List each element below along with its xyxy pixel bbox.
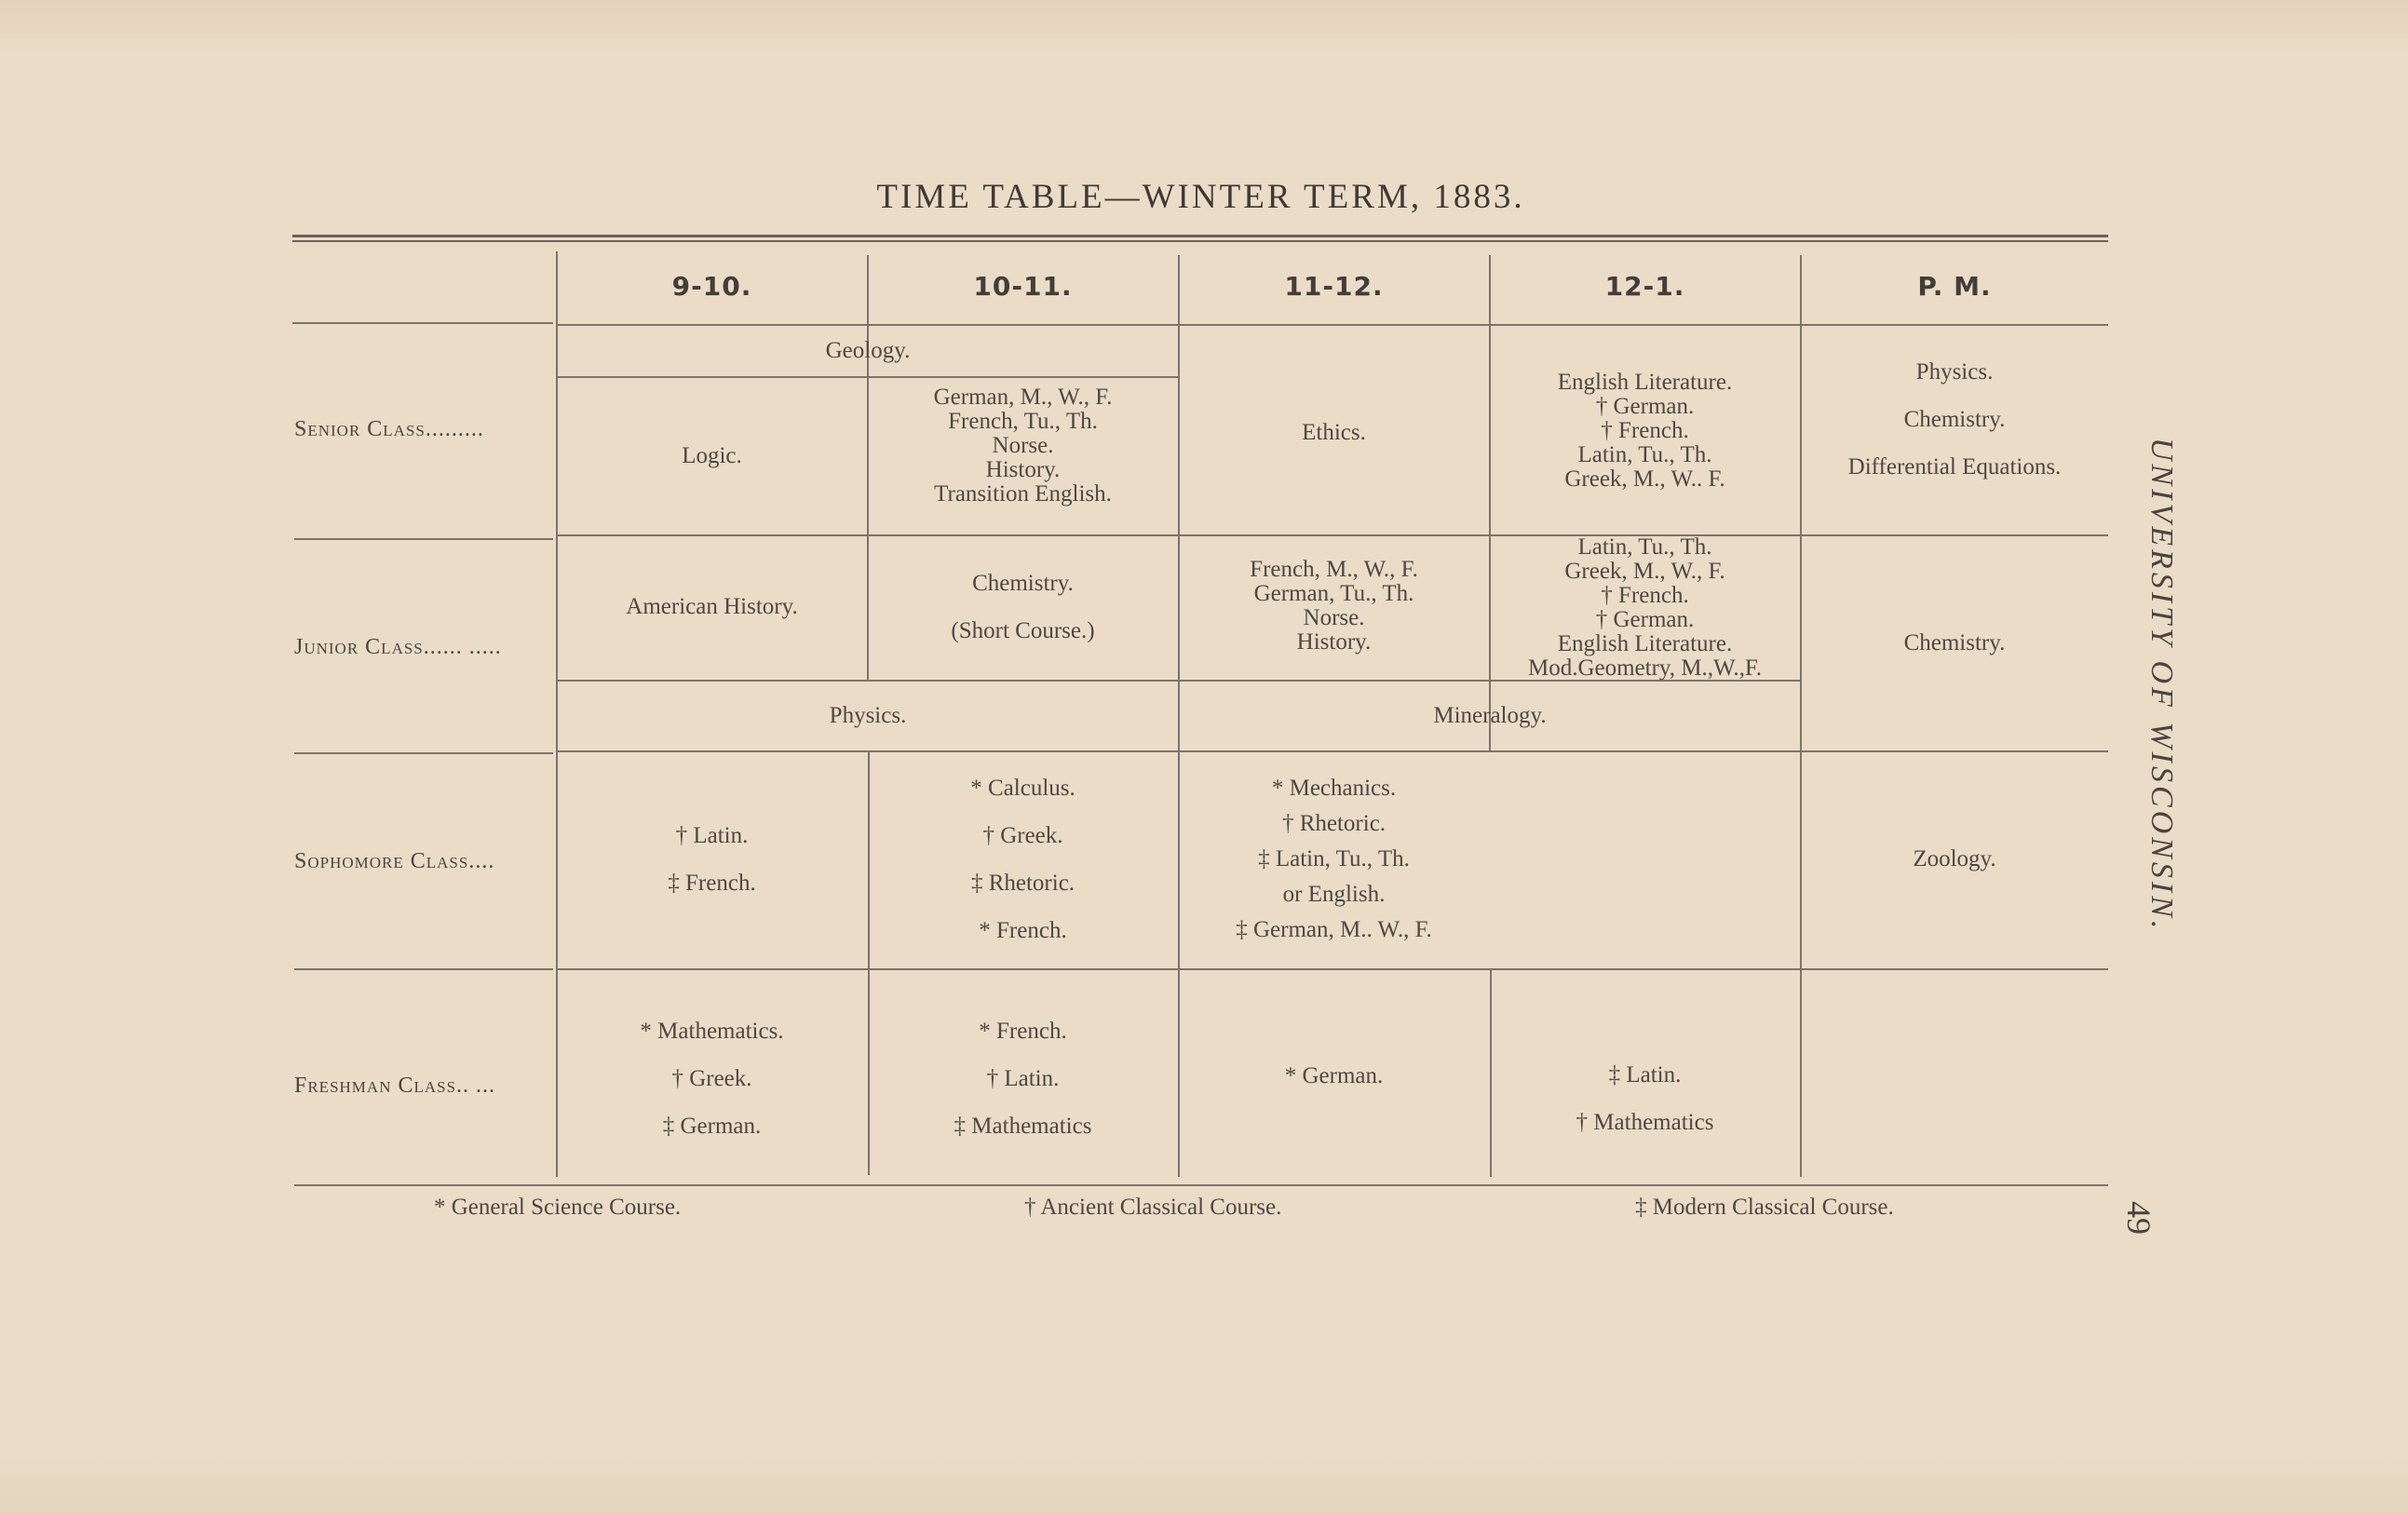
header-12-1: 12-1. (1604, 270, 1685, 302)
cell-freshman-9-10: * Mathematics. † Greek. ‡ German. (640, 1018, 784, 1139)
page-title: TIME TABLE—WINTER TERM, 1883. (876, 178, 1525, 216)
cell-junior-mineralogy: Mineralogy. (1433, 703, 1547, 728)
title-rule-thin (292, 240, 2108, 242)
header-11-12: 11-12. (1284, 270, 1384, 302)
title-rule (292, 235, 2108, 237)
page-number: 49 (2120, 1201, 2158, 1235)
row-divider (294, 538, 553, 540)
row-label-senior: Senior Class......... (294, 416, 484, 441)
cell-junior-11-12: French, M., W., F. German, Tu., Th. Norse. History. (1250, 557, 1418, 655)
cell-junior-pm: Chemistry. (1903, 630, 2006, 655)
header-pm: P. M. (1917, 270, 1992, 302)
cell-senior-12-1: English Literature. † German. † French. Latin, Tu., Th. Greek, M., W.. F. (1557, 370, 1733, 492)
row-divider (294, 968, 553, 970)
cell-senior-ethics: Ethics. (1302, 420, 1366, 445)
cell-freshman-10-11: * French. † Latin. ‡ Mathematics (954, 1018, 1092, 1139)
cell-sophomore-pm: Zoology. (1913, 846, 1996, 871)
cell-freshman-11-12: * German. (1284, 1063, 1384, 1088)
footnote-ancient-classical: † Ancient Classical Course. (1024, 1195, 1282, 1220)
running-head-vertical: UNIVERSITY OF WISCONSIN. (2144, 438, 2179, 933)
cell-senior-10-11: German, M., W., F. French, Tu., Th. Norse. History. Transition English. (933, 385, 1113, 507)
cell-sophomore-11-12: * Mechanics. † Rhetoric. ‡ Latin, Tu., Th. or English. ‡ German, M.. W., F. (1236, 776, 1432, 942)
header-10-11: 10-11. (973, 270, 1073, 302)
cell-junior-12-1: Latin, Tu., Th. Greek, M., W., F. † French. † German. English Literature. Mod.Geometry, M.,W.,F. (1527, 534, 1762, 681)
row-label-junior: Junior Class...... ..... (294, 634, 502, 659)
cell-sophomore-9-10: † Latin. ‡ French. (668, 823, 756, 896)
cell-junior-9-10: American History. (626, 594, 798, 619)
row-divider (292, 322, 553, 324)
cell-senior-logic: Logic. (682, 443, 742, 468)
cell-senior-geology: Geology. (825, 338, 911, 363)
footnote-general-science: * General Science Course. (434, 1195, 682, 1220)
footnote-modern-classical: ‡ Modern Classical Course. (1635, 1195, 1894, 1220)
table-bottom-rule (294, 1184, 2108, 1186)
cell-junior-physics: Physics. (829, 703, 907, 728)
row-label-freshman: Freshman Class.. ... (294, 1073, 496, 1098)
cell-freshman-12-1: ‡ Latin. † Mathematics (1576, 1062, 1714, 1135)
cell-junior-10-11: Chemistry. (Short Course.) (951, 571, 1095, 643)
row-divider (294, 752, 553, 754)
row-label-sophomore: Sophomore Class.... (294, 848, 495, 873)
cell-senior-pm: Physics. Chemistry. Differential Equations. (1847, 358, 2062, 480)
header-9-10: 9-10. (671, 270, 752, 302)
cell-sophomore-10-11: * Calculus. † Greek. ‡ Rhetoric. * French. (970, 776, 1075, 943)
